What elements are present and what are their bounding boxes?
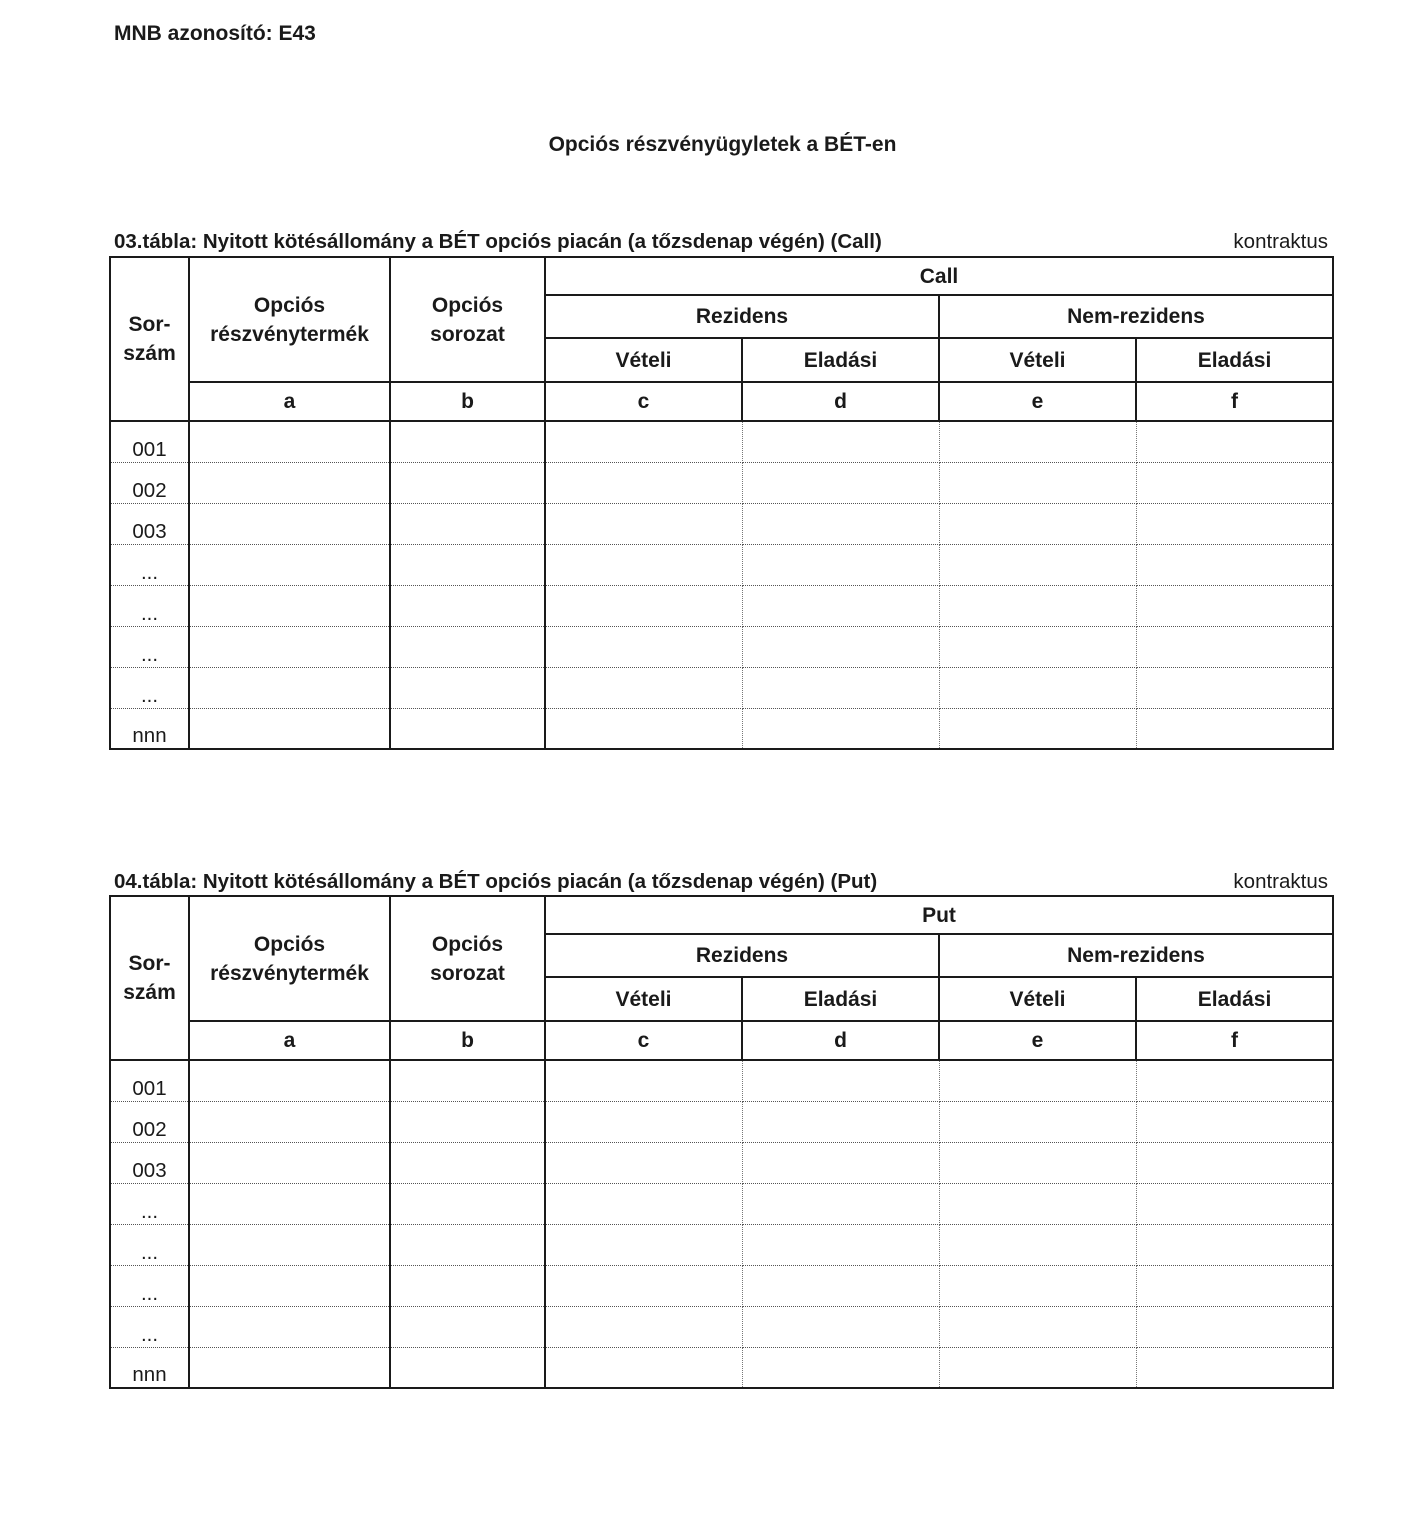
- data-cell-f[interactable]: [1136, 544, 1333, 585]
- row-number: 002: [110, 462, 189, 503]
- data-cell-b[interactable]: [390, 708, 545, 749]
- data-cell-c[interactable]: [545, 1101, 742, 1142]
- table-row: [110, 462, 1333, 503]
- data-cell-a[interactable]: [189, 1306, 390, 1347]
- data-cell-e[interactable]: [939, 1060, 1136, 1101]
- table-row: [110, 626, 1333, 667]
- data-cell-d[interactable]: [742, 421, 939, 462]
- data-cell-a[interactable]: [189, 1347, 390, 1388]
- column-code-b: b: [390, 1021, 545, 1060]
- option-type-header: Call: [545, 257, 1333, 295]
- data-cell-d[interactable]: [742, 1224, 939, 1265]
- table-03-unit: kontraktus: [1233, 230, 1328, 253]
- data-cell-f[interactable]: [1136, 421, 1333, 462]
- data-cell-b[interactable]: [390, 1060, 545, 1101]
- data-cell-a[interactable]: [189, 503, 390, 544]
- data-cell-a[interactable]: [189, 1183, 390, 1224]
- data-cell-c[interactable]: [545, 1142, 742, 1183]
- column-code-a: a: [189, 1021, 390, 1060]
- series-header: Opciós sorozat: [390, 896, 545, 1021]
- table-row: [110, 1347, 1333, 1388]
- sorszam-header: Sor- szám: [110, 257, 189, 421]
- nonresident-buy-header: Vételi: [939, 977, 1136, 1021]
- data-cell-c[interactable]: [545, 1265, 742, 1306]
- data-cell-f[interactable]: [1136, 626, 1333, 667]
- data-cell-e[interactable]: [939, 544, 1136, 585]
- data-cell-e[interactable]: [939, 1265, 1136, 1306]
- data-cell-d[interactable]: [742, 1183, 939, 1224]
- data-cell-e[interactable]: [939, 1101, 1136, 1142]
- table-row: [110, 503, 1333, 544]
- row-number: 002: [110, 1101, 189, 1142]
- data-cell-a[interactable]: [189, 462, 390, 503]
- table-row: [110, 585, 1333, 626]
- data-cell-e[interactable]: [939, 462, 1136, 503]
- table-row: [110, 421, 1333, 462]
- product-header: Opciós részvénytermék: [189, 257, 390, 382]
- table-04-title: 04.tábla: Nyitott kötésállomány a BÉT opciós piacán (a tőzsdenap végén) (Put): [114, 870, 878, 893]
- data-cell-a[interactable]: [189, 585, 390, 626]
- table-row: [110, 544, 1333, 585]
- data-cell-c[interactable]: [545, 544, 742, 585]
- data-cell-b[interactable]: [390, 1347, 545, 1388]
- column-code-e: e: [939, 382, 1136, 421]
- product-header: Opciós részvénytermék: [189, 896, 390, 1021]
- data-cell-a[interactable]: [189, 667, 390, 708]
- data-cell-f[interactable]: [1136, 462, 1333, 503]
- data-cell-e[interactable]: [939, 503, 1136, 544]
- column-code-f: f: [1136, 1021, 1333, 1060]
- data-cell-a[interactable]: [189, 1265, 390, 1306]
- data-cell-d[interactable]: [742, 462, 939, 503]
- data-cell-d[interactable]: [742, 626, 939, 667]
- nonresident-header: Nem-rezidens: [939, 934, 1333, 977]
- data-cell-e[interactable]: [939, 1306, 1136, 1347]
- row-number: ...: [110, 544, 189, 585]
- data-cell-a[interactable]: [189, 544, 390, 585]
- table-row: [110, 667, 1333, 708]
- column-code-c: c: [545, 382, 742, 421]
- data-cell-b[interactable]: [390, 544, 545, 585]
- data-cell-c[interactable]: [545, 421, 742, 462]
- data-cell-f[interactable]: [1136, 1265, 1333, 1306]
- data-cell-a[interactable]: [189, 1060, 390, 1101]
- data-cell-b[interactable]: [390, 1183, 545, 1224]
- data-cell-d[interactable]: [742, 1306, 939, 1347]
- resident-sell-header: Eladási: [742, 977, 939, 1021]
- resident-buy-header: Vételi: [545, 977, 742, 1021]
- series-header: Opciós sorozat: [390, 257, 545, 382]
- data-cell-f[interactable]: [1136, 1142, 1333, 1183]
- table-03-title: 03.tábla: Nyitott kötésállomány a BÉT opciós piacán (a tőzsdenap végén) (Call): [114, 230, 882, 253]
- data-cell-d[interactable]: [742, 708, 939, 749]
- column-code-d: d: [742, 1021, 939, 1060]
- document-title: Opciós részvényügyletek a BÉT-en: [548, 133, 897, 156]
- resident-sell-header: Eladási: [742, 338, 939, 382]
- data-cell-c[interactable]: [545, 1347, 742, 1388]
- option-type-header: Put: [545, 896, 1333, 934]
- data-cell-f[interactable]: [1136, 708, 1333, 749]
- data-cell-e[interactable]: [939, 1347, 1136, 1388]
- data-cell-c[interactable]: [545, 626, 742, 667]
- data-cell-e[interactable]: [939, 626, 1136, 667]
- nonresident-buy-header: Vételi: [939, 338, 1136, 382]
- column-code-e: e: [939, 1021, 1136, 1060]
- data-cell-c[interactable]: [545, 462, 742, 503]
- table-04-unit: kontraktus: [1233, 870, 1328, 893]
- row-number: ...: [110, 1183, 189, 1224]
- data-cell-b[interactable]: [390, 585, 545, 626]
- data-cell-d[interactable]: [742, 544, 939, 585]
- row-number: ...: [110, 1265, 189, 1306]
- table-04-grid: [109, 895, 1334, 1389]
- data-cell-d[interactable]: [742, 1101, 939, 1142]
- data-cell-e[interactable]: [939, 1142, 1136, 1183]
- row-number: 003: [110, 1142, 189, 1183]
- mnb-identifier: MNB azonosító: E43: [114, 22, 316, 45]
- data-cell-a[interactable]: [189, 1142, 390, 1183]
- row-number: ...: [110, 585, 189, 626]
- data-cell-d[interactable]: [742, 1347, 939, 1388]
- row-number: 001: [110, 421, 189, 462]
- data-cell-f[interactable]: [1136, 1306, 1333, 1347]
- data-cell-d[interactable]: [742, 503, 939, 544]
- data-cell-b[interactable]: [390, 667, 545, 708]
- table-row: [110, 1142, 1333, 1183]
- data-cell-b[interactable]: [390, 1306, 545, 1347]
- data-cell-f[interactable]: [1136, 1347, 1333, 1388]
- data-cell-c[interactable]: [545, 1060, 742, 1101]
- resident-header: Rezidens: [545, 295, 939, 338]
- table-row: [110, 1183, 1333, 1224]
- data-cell-d[interactable]: [742, 667, 939, 708]
- data-cell-f[interactable]: [1136, 1183, 1333, 1224]
- table-row: [110, 1060, 1333, 1101]
- row-number: ...: [110, 1306, 189, 1347]
- nonresident-sell-header: Eladási: [1136, 977, 1333, 1021]
- data-cell-a[interactable]: [189, 1101, 390, 1142]
- data-cell-a[interactable]: [189, 708, 390, 749]
- data-cell-c[interactable]: [545, 1224, 742, 1265]
- data-cell-d[interactable]: [742, 1142, 939, 1183]
- data-cell-c[interactable]: [545, 1183, 742, 1224]
- data-cell-e[interactable]: [939, 1183, 1136, 1224]
- data-cell-f[interactable]: [1136, 585, 1333, 626]
- column-code-c: c: [545, 1021, 742, 1060]
- row-number: ...: [110, 1224, 189, 1265]
- data-cell-c[interactable]: [545, 667, 742, 708]
- table-row: [110, 1224, 1333, 1265]
- column-code-f: f: [1136, 382, 1333, 421]
- resident-header: Rezidens: [545, 934, 939, 977]
- table-03-grid: [109, 256, 1334, 750]
- data-cell-f[interactable]: [1136, 1060, 1333, 1101]
- table-row: [110, 708, 1333, 749]
- data-cell-d[interactable]: [742, 1060, 939, 1101]
- sorszam-header: Sor- szám: [110, 896, 189, 1060]
- data-cell-a[interactable]: [189, 421, 390, 462]
- nonresident-sell-header: Eladási: [1136, 338, 1333, 382]
- row-number: nnn: [110, 1347, 189, 1388]
- table-row: [110, 1265, 1333, 1306]
- data-cell-c[interactable]: [545, 1306, 742, 1347]
- resident-buy-header: Vételi: [545, 338, 742, 382]
- nonresident-header: Nem-rezidens: [939, 295, 1333, 338]
- column-code-b: b: [390, 382, 545, 421]
- row-number: nnn: [110, 708, 189, 749]
- data-cell-b[interactable]: [390, 1265, 545, 1306]
- row-number: 001: [110, 1060, 189, 1101]
- table-row: [110, 1101, 1333, 1142]
- data-cell-e[interactable]: [939, 585, 1136, 626]
- data-cell-f[interactable]: [1136, 503, 1333, 544]
- data-cell-c[interactable]: [545, 585, 742, 626]
- data-cell-b[interactable]: [390, 1101, 545, 1142]
- data-cell-b[interactable]: [390, 503, 545, 544]
- column-code-a: a: [189, 382, 390, 421]
- data-cell-e[interactable]: [939, 708, 1136, 749]
- data-cell-e[interactable]: [939, 1224, 1136, 1265]
- data-cell-b[interactable]: [390, 421, 545, 462]
- row-number: 003: [110, 503, 189, 544]
- column-code-d: d: [742, 382, 939, 421]
- row-number: ...: [110, 626, 189, 667]
- data-cell-a[interactable]: [189, 626, 390, 667]
- data-cell-b[interactable]: [390, 1142, 545, 1183]
- data-cell-d[interactable]: [742, 585, 939, 626]
- data-cell-c[interactable]: [545, 503, 742, 544]
- data-cell-a[interactable]: [189, 1224, 390, 1265]
- data-cell-e[interactable]: [939, 667, 1136, 708]
- data-cell-f[interactable]: [1136, 667, 1333, 708]
- data-cell-e[interactable]: [939, 421, 1136, 462]
- data-cell-c[interactable]: [545, 708, 742, 749]
- row-number: ...: [110, 667, 189, 708]
- data-cell-f[interactable]: [1136, 1224, 1333, 1265]
- data-cell-d[interactable]: [742, 1265, 939, 1306]
- data-cell-b[interactable]: [390, 626, 545, 667]
- data-cell-b[interactable]: [390, 462, 545, 503]
- data-cell-b[interactable]: [390, 1224, 545, 1265]
- data-cell-f[interactable]: [1136, 1101, 1333, 1142]
- table-row: [110, 1306, 1333, 1347]
